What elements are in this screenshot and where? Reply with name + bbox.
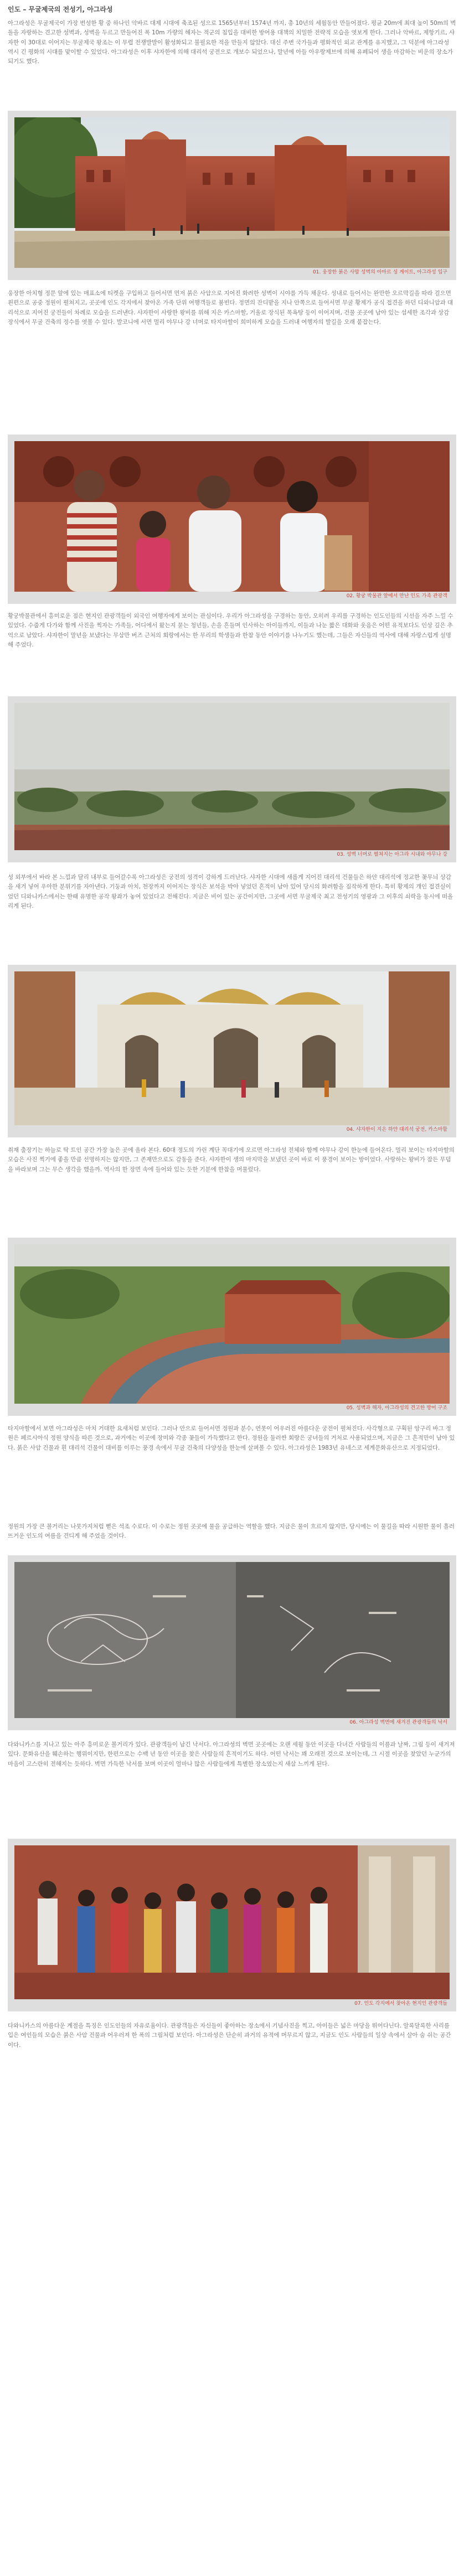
- paragraph-1: 아그라성은 무굴제국이 가장 번성한 황 중 하나인 악바르 대제 시대에 축조된 성으로 1565년부터 1574년 까지, 총 10년의 세월동안 만들어졌다. 평균 20m에 최대 높이 50m의 벽돌을 자랑하는 견고한 성벽과, 성벽을 두르고 만들어진 폭 10m 가량의 해자는 적군의 침입을 대비한 방어용 대책의 치밀한 전략적 모습을 엿보게 한다. 그러나 악바르, 제항기르, 샤자한 이 30대로 이어지는 무굴제국 왕조는 이 무렵 전쟁발발이 활성화되고 불필요한 적을 만들지 않았다. 대신 주변 국가들과 평화적인 외교 관계를 유지했고, 그 덕분에 아그라성 역시 긴 평화의 시대를 맞이할 수 있었다. 아그라성은 이후 샤자한에 의해 대리석 궁전으로 개보수 되었으나, 말년에 아들 아우랑제브에 의해 유폐되어 생을 마감하는 비운의 장소가 되기도 했다.: [8, 20, 456, 65]
- photo-city-view: [14, 703, 450, 850]
- photo-crowd: [14, 1845, 450, 1999]
- photo-frame-5: [8, 1238, 456, 1416]
- photo-caption-2: 02. 황궁 박물관 앞에서 만난 인도 가족 관광객: [346, 593, 447, 599]
- paragraph-6: 타지마할에서 보면 아그라성은 마치 거대한 요새처럼 보인다. 그러나 안으로 들어서면 정원과 분수, 연못이 어우러진 아름다운 궁전이 펼쳐진다. 사각형으로 구획된 앙구리 바그 정원은 페르시아식 정원 양식을 따른 것으로, 과거에는 이곳에 장미와 각종 꽃들이 가득했다고 한다. 정원을 둘러싼 회랑은 궁녀들의 거처로 사용되었으며, 지금은 그 흔적만이 남아 있다. 붉은 사암 건물과 흰 대리석 건물이 대비를 이루는 풍경 속에서 무굴 건축의 다양성을 한눈에 살펴볼 수 있다. 아그라성은 1983년 유네스코 세계문화유산으로 지정되었다.: [8, 1425, 455, 1451]
- photo-graffiti: [14, 1562, 450, 1718]
- paragraph-3: 황궁박물관에서 흥미로운 점은 현지인 관광객들이 외국인 여행자에게 보이는 관심이다. 우리가 아그라성을 구경하는 동안, 오히려 우리를 구경하는 인도인들의 시선을 자주 느낄 수 있었다. 수줍게 다가와 함께 사진을 찍자는 가족들, 어디에서 왔는지 묻는 청년들, 손을 흔들며 인사하는 아이들까지, 이들과 나눈 짧은 대화와 웃음은 어떤 유적보다도 인상 깊은 추억으로 남았다. 샤자한이 말년을 보냈다는 무삼만 버즈 근처의 회랑에서는 한 무리의 학생들과 한참 동안 이야기를 나누기도 했는데, 그들은 자신들의 역사에 대해 자랑스럽게 설명해 주었다.: [8, 613, 453, 648]
- photo-caption-7: 07. 인도 각지에서 찾아온 현지인 관광객들: [354, 2001, 447, 2006]
- photo-caption-3: 03. 성벽 너머로 펼쳐지는 아그라 시내와 야무나 강: [337, 852, 447, 857]
- photo-caption-1: 01. 웅장한 붉은 사암 성벽의 아마르 싱 게이트, 아그라성 입구: [312, 270, 447, 275]
- paragraph-9: 다와니카스의 아름다운 계절을 특징은 인도인들의 자유로움이다. 관광객들은 자신들이 좋아하는 장소에서 기념사진을 찍고, 아이들은 넓은 마당을 뛰어다닌다. 알록달록한 사리를 입은 여인들의 모습은 붉은 사암 건물과 어우러져 한 폭의 그림처럼 보인다. 아그라성은 단순히 과거의 유적에 머무르지 않고, 지금도 인도 사람들의 일상 속에서 살아 숨 쉬는 공간이다.: [8, 2022, 451, 2049]
- paragraph-8: 다와니카스를 지나고 있는 아주 흥미로운 볼거리가 있다. 관광객들이 남긴 낙서다. 아그라성의 벽면 곳곳에는 오랜 세월 동안 이곳을 다녀간 사람들의 이름과 날짜, 그림 등이 새겨져 있다. 문화유산을 훼손하는 행위이지만, 한편으로는 수백 년 동안 이곳을 찾은 사람들의 흔적이기도 하다. 어떤 낙서는 꽤 오래전 것으로 보이는데, 그 시절 이곳을 찾았던 누군가의 마음이 고스란히 전해지는 듯하다. 벽면 가득한 낙서를 보며 이곳이 얼마나 많은 사람들에게 특별한 장소였는지 새삼 느끼게 된다.: [8, 1741, 455, 1767]
- photo-marble-palace: [14, 971, 450, 1125]
- photo-fort-gate: [14, 117, 450, 268]
- paragraph-5: 취재 출장기는 하늘로 탁 트인 공간 가장 높은 곳에 올라 본다. 60대 정도의 가린 계단 꼭대기에 오르면 아그라성 전체와 함께 야무나 강이 한눈에 들어온다. 멀리 보이는 타지마할의 모습은 사진 찍기에 좋을 만큼 선명하지는 않지만, 그 존재만으로도 감동을 준다. 샤자한이 생의 마지막을 보냈던 곳이 바로 이 풍경이 보이는 방이었다. 사랑하는 왕비가 잠든 무덤을 바라보며 그는 무슨 생각을 했을까. 역사의 한 장면 속에 들어와 있는 듯한 기분에 한참을 머물렀다.: [8, 1147, 455, 1173]
- photo-tourists: [14, 441, 450, 592]
- photo-frame-7: [8, 1839, 456, 2011]
- photo-frame-2: [8, 434, 456, 604]
- paragraph-2: 웅장한 아치형 정문 앞에 있는 매표소에 티켓을 구입하고 들어서면 먼저 붉은 사암으로 지어진 화려한 성벽이 시야를 가득 채운다. 성내로 들어서는 완만한 오르막길을 따라 걸으면 왼편으로 공중 정원이 펼쳐지고, 곳곳에 인도 각지에서 찾아온 가족 단위 여행객들로 붐빈다. 정면의 잔디밭을 지나 안쪽으로 들어서면 무굴 황제가 공식 접견을 하던 디와니암과 대리석으로 지어진 궁전들이 차례로 모습을 드러낸다. 샤자한이 사랑한 왕비를 위해 지은 카스마할, 거울로 장식된 목욕탕 등이 이어지며, 건물 곳곳에 남아 있는 섬세한 조각과 상감 장식에서 무굴 건축의 정수를 엿볼 수 있다. 발코니에 서면 멀리 야무나 강 너머로 타지마할이 희미하게 모습을 드러내 여행자의 발길을 오래 붙잡는다.: [8, 290, 453, 325]
- photo-frame-4: [8, 965, 456, 1137]
- paragraph-7: 정원의 가장 큰 볼거리는 나뭇가지처럼 뻗은 석조 수로다. 이 수로는 정원 곳곳에 물을 공급하는 역할을 했다. 지금은 물이 흐르지 않지만, 당시에는 이 물길을 따라 시원한 물이 흘러 뜨거운 인도의 여름을 견디게 해 주었을 것이다.: [8, 1523, 455, 1540]
- paragraph-4: 성 외부에서 바라 본 느낌과 달리 내부로 들어갈수록 아그라성은 궁전의 성격이 강하게 드러난다. 샤자한 시대에 새롭게 지어진 대리석 건물들은 하얀 대리석에 정교한 꽃무늬 상감을 새겨 넣어 우아한 분위기를 자아낸다. 기둥과 아치, 천장까지 이어지는 장식은 보석을 박아 넣었던 흔적이 남아 있어 당시의 화려함을 짐작하게 한다. 특히 황제의 개인 접견실이었던 디와니카스에서는 한때 유명한 공작 왕좌가 놓여 있었다고 전해진다. 지금은 비어 있는 공간이지만, 그곳에 서면 무굴제국 최고 전성기의 영광과 그 이후의 쇠락을 동시에 떠올리게 된다.: [8, 874, 453, 909]
- photo-caption-6: 06. 아그라성 벽면에 새겨진 관광객들의 낙서: [349, 1720, 447, 1725]
- photo-frame-3: [8, 696, 456, 862]
- photo-frame-6: [8, 1555, 456, 1730]
- photo-frame-1: [8, 111, 456, 280]
- article-title: 인도 – 무굴제국의 전성기, 아그라성: [8, 6, 113, 13]
- photo-caption-4: 04. 샤자한이 지은 하얀 대리석 궁전, 카스마할: [346, 1127, 447, 1132]
- photo-caption-5: 05. 성벽과 해자, 아그라성의 견고한 방어 구조: [346, 1405, 447, 1411]
- photo-moat: [14, 1244, 450, 1404]
